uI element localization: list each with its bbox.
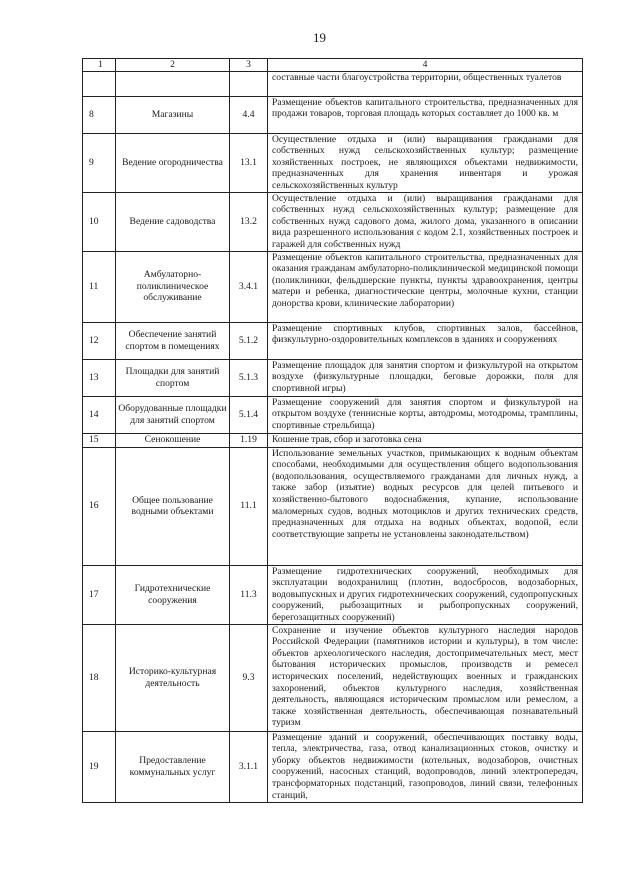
row-number: 17	[83, 565, 116, 624]
table-row	[83, 96, 583, 133]
use-code: 11.1	[230, 447, 268, 565]
use-description: Размещение сооружений для занятия спортом и физкультурой на открытом воздухе (теннисные корты, автодромы, мотодромы, трамплины, спортивные стрельбища)	[268, 396, 583, 433]
table-row	[83, 565, 583, 624]
use-name: Магазины	[116, 96, 230, 133]
use-name: Ведение садоводства	[116, 192, 230, 251]
use-name: Сенокошение	[116, 433, 230, 447]
use-name: Историко-культурная деятельность	[116, 624, 230, 731]
use-code: 3.1.1	[230, 731, 268, 802]
table-row	[83, 447, 583, 565]
row-number: 8	[83, 96, 116, 133]
row-number: 11	[83, 251, 116, 322]
table-row	[83, 251, 583, 322]
use-name: Общее пользование водными объектами	[116, 447, 230, 565]
table-row	[83, 133, 583, 192]
use-name: Площадки для занятий спортом	[116, 359, 230, 396]
table-header-row	[83, 59, 583, 72]
header-col-4: 4	[268, 59, 583, 72]
use-code: 13.1	[230, 133, 268, 192]
row-number: 15	[83, 433, 116, 447]
row-number: 10	[83, 192, 116, 251]
use-description: Размещение объектов капитального строительства, предназначенных для продажи товаров, торговая площадь которых составляет до 1000 кв. м	[268, 96, 583, 133]
use-description: Размещение объектов капитального строительства, предназначенных для оказания гражданам амбулаторно-поликлинической медицинской помощи (поликлиники, фельдшерские пункты, пункты здравоохранения, центры матери и ребенка, диагностические центры, молочные кухни, станции донорства крови, клинические лаборатории)	[268, 251, 583, 322]
use-description: Размещение гидротехнических сооружений, необходимых для эксплуатации водохранилищ (плотин, водосбросов, водозаборных, водовыпускных и других гидротехнических сооружений, судопропускных сооружений, рыбозащитных и рыбопропускных сооружений, берегозащитных сооружений)	[268, 565, 583, 624]
row-number: 18	[83, 624, 116, 731]
table-row	[83, 322, 583, 359]
continuation-text: составные части благоустройства территории, общественных туалетов	[268, 71, 583, 96]
use-description: Сохранение и изучение объектов культурного наследия народов Российской Федерации (памятников истории и культуры), в том числе: объектов археологического наследия, достопримечательных мест, мест бытования исторических промыслов, производств и ремесел исторических поселений, недействующих военных и гражданских захоронений, объектов культурного наследия, хозяйственная деятельность, являющаяся историческим промыслом или ремеслом, а также хозяйственная деятельность, обеспечивающая познавательный туризм	[268, 624, 583, 731]
use-code: 3.4.1	[230, 251, 268, 322]
page-number: 19	[313, 30, 326, 45]
use-name: Оборудованные площадки для занятий спортом	[116, 396, 230, 433]
table-row	[83, 433, 583, 447]
row-number: 12	[83, 322, 116, 359]
table-row	[83, 71, 583, 96]
use-code: 5.1.2	[230, 322, 268, 359]
use-name: Амбулаторно-поликлиническое обслуживание	[116, 251, 230, 322]
header-col-2: 2	[116, 59, 230, 72]
header-col-1: 1	[83, 59, 116, 72]
use-name: Гидротехнические сооружения	[116, 565, 230, 624]
row-number: 16	[83, 447, 116, 565]
table-row	[83, 624, 583, 731]
use-code: 9.3	[230, 624, 268, 731]
permitted-use-table	[82, 58, 583, 803]
use-name: Ведение огородничества	[116, 133, 230, 192]
row-number: 9	[83, 133, 116, 192]
use-description: Осуществление отдыха и (или) выращивания гражданами для собственных нужд сельскохозяйственных культур; размещение хозяйственных построек, не являющихся объектами недвижимости, предназначенных для хранения инвентаря и урожая сельскохозяйственных культур	[268, 133, 583, 192]
use-code: 5.1.4	[230, 396, 268, 433]
header-col-3: 3	[230, 59, 268, 72]
use-code: 11.3	[230, 565, 268, 624]
row-number: 19	[83, 731, 116, 802]
use-code: 4.4	[230, 96, 268, 133]
use-code: 13.2	[230, 192, 268, 251]
use-description: Осуществление отдыха и (или) выращивания гражданами для собственных нужд сельскохозяйственных культур; размещение для собственных нужд садового дома, жилого дома, указанного в описании вида разрешенного использования с кодом 2.1, хозяйственных построек и гаражей для собственных нужд	[268, 192, 583, 251]
use-code: 5.1.3	[230, 359, 268, 396]
use-name: Обеспечение занятий спортом в помещениях	[116, 322, 230, 359]
use-description: Размещение зданий и сооружений, обеспечивающих поставку воды, тепла, электричества, газа, отвод канализационных стоков, очистку и уборку объектов недвижимости (котельных, водозаборов, очистных сооружений, насосных станций, водопроводов, линий электропередач, трансформаторных подстанций, газопроводов, линий связи, телефонных станций,	[268, 731, 583, 802]
use-description: Использование земельных участков, примыкающих к водным объектам способами, необходимыми для осуществления общего водопользования (водопользования, осуществляемого гражданами для личных нужд, а также забор (изъятие) водных ресурсов для целей питьевого и хозяйственно-бытового водоснабжения, купание, использование маломерных судов, водных мотоциклов и других технических средств, предназначенных для отдыха на водных объектах, водопой, если соответствующие запреты не установлены законодательством)	[268, 447, 583, 565]
row-number: 13	[83, 359, 116, 396]
use-description: Размещение спортивных клубов, спортивных залов, бассейнов, физкультурно-оздоровительных комплексов в зданиях и сооружениях	[268, 322, 583, 359]
use-description: Кошение трав, сбор и заготовка сена	[268, 433, 583, 447]
table-row	[83, 731, 583, 802]
row-number: 14	[83, 396, 116, 433]
table-row	[83, 359, 583, 396]
use-code: 1.19	[230, 433, 268, 447]
table-row	[83, 192, 583, 251]
use-name: Предоставление коммунальных услуг	[116, 731, 230, 802]
table-row	[83, 396, 583, 433]
use-description: Размещение площадок для занятия спортом и физкультурой на открытом воздухе (физкультурные площадки, беговые дорожки, поля для спортивной игры)	[268, 359, 583, 396]
